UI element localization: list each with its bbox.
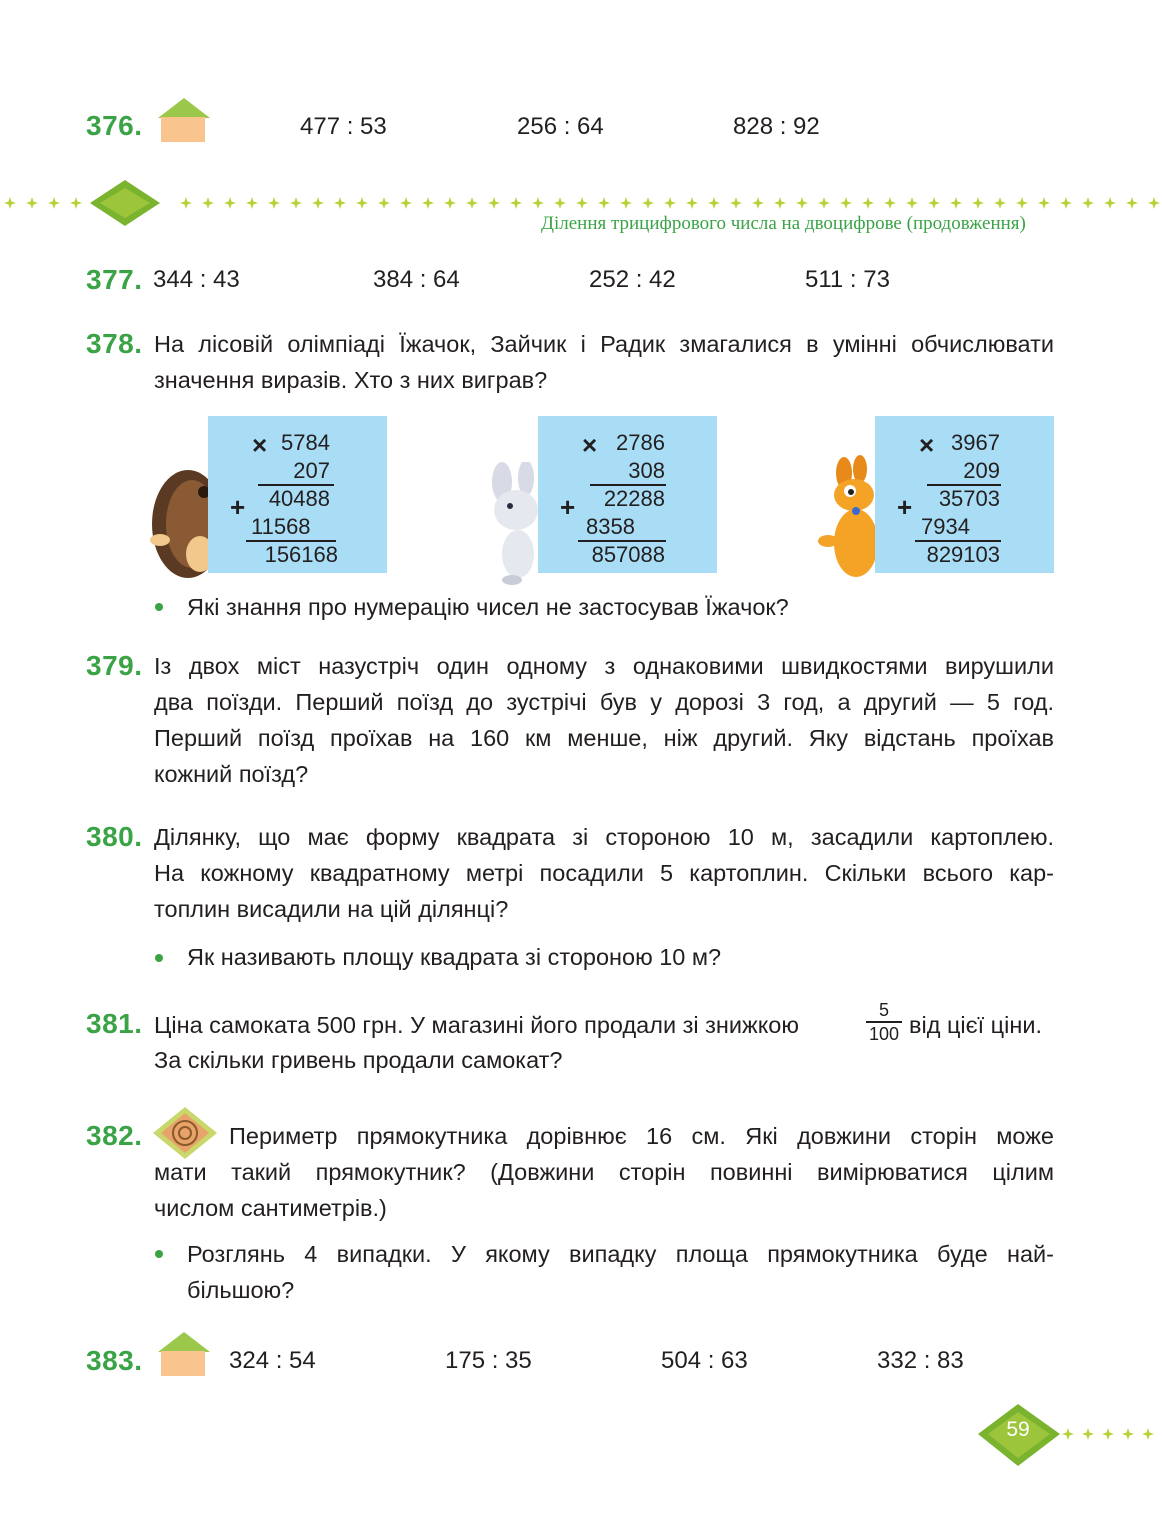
calculation-card-kangaroo [875,416,1054,573]
exercise-number-381: 381. [86,1008,143,1039]
fraction-numerator: 5 [878,1000,889,1020]
calc-line: 857088 [591,542,665,567]
calc-line: 11568 [251,514,311,539]
expression: 252 : 42 [589,266,676,293]
bullet-icon [155,954,163,962]
exercise-question: Як називають площу квадрата зі стороною 10 м? [187,944,722,970]
calc-line: 209 [963,458,1000,483]
house-icon [156,1330,212,1378]
calc-line: 7934 [921,514,970,539]
exercise-number-382: 382. [86,1120,143,1151]
exercise-text: На лісовій олімпіаді Їжачок, Зайчик і Радик змагалися в умінні обчислювати значення виразів. Хто з них виграв? [154,331,1054,393]
exercise-text: від цієї ціни. [909,1012,1042,1038]
calc-line: 156168 [264,542,338,567]
house-icon [156,96,212,144]
expression: 324 : 54 [229,1347,316,1374]
page-number-badge [970,1400,1162,1472]
puzzle-diamond-icon [151,1105,219,1161]
expression: 344 : 43 [153,266,240,293]
expression: 504 : 63 [661,1347,748,1374]
calc-line: 3967 [951,430,1000,455]
exercise-text: мати такий прямокутник? (Довжини сторін повинні вимірюватися цілим числом сантиметрів.) [154,1159,1054,1221]
expression: 175 : 35 [445,1347,532,1374]
calc-line: 5784 [281,430,330,455]
calc-line: 8358 [586,514,635,539]
multiply-sign: × [919,430,935,460]
fraction-denominator: 100 [868,1023,900,1044]
multiply-sign: × [582,430,598,460]
exercise-text: За скільки гривень продали самокат? [154,1047,563,1073]
exercise-number-379: 379. [86,650,143,681]
exercise-question: Які знання про нумерацію чисел не застосував Їжачок? [187,594,789,620]
plus-sign: + [230,492,246,522]
expression: 256 : 64 [517,113,604,140]
exercise-number-380: 380. [86,821,143,852]
rabbit-illustration [488,462,544,587]
plus-sign: + [560,492,576,522]
bullet-icon [155,603,163,611]
calculation-card-hedgehog [208,416,387,573]
calc-line: 35703 [938,486,1000,511]
exercise-text: Ділянку, що має форму квадрата зі стороною 10 м, засадили картоплею. На кожному квадратному метрі посадили 5 картоплин. Скільки всього кар- топлин висадили на цій ділянці? [154,824,1054,922]
calc-line: 2786 [616,430,665,455]
exercise-number-376: 376. [86,110,143,141]
calc-line: 207 [293,458,330,483]
exercise-number-383: 383. [86,1345,143,1376]
expression: 384 : 64 [373,266,460,293]
exercise-text: Із двох міст назустріч один одному з однаковими швидкостями вирушили два поїзди. Перший поїзд до зустрічі був у дорозі 3 год, а другий — 5 год. Перший поїзд проїхав на 160 км менше, ніж другий. Яку відстань проїхав кожний поїзд? [154,653,1054,787]
expression: 332 : 83 [877,1347,964,1374]
calc-line: 22288 [603,486,665,511]
page-number: 59 [1006,1418,1030,1441]
exercise-number-378: 378. [86,328,143,359]
expression: 511 : 73 [805,266,890,293]
calculation-card-rabbit [538,416,717,573]
section-subtitle: Ділення трицифрового числа на двоцифрове (продовження) [541,213,1026,234]
exercise-text: Периметр прямокутника дорівнює 16 см. Які довжини сторін може [229,1123,1054,1149]
calc-line: 40488 [268,486,330,511]
bullet-icon [155,1250,163,1258]
plus-sign: + [897,492,913,522]
exercise-text: Ціна самоката 500 грн. У магазині його продали зі знижкою [154,1012,799,1038]
expression: 477 : 53 [300,113,387,140]
multiply-sign: × [252,430,268,460]
exercise-number-377: 377. [86,264,143,295]
calc-line: 308 [628,458,665,483]
fraction [864,1000,904,1044]
calc-line: 829103 [926,542,1000,567]
expression: 828 : 92 [733,113,820,140]
exercise-question: Розглянь 4 випадки. У якому випадку площа прямокутника буде най- більшою? [187,1241,1054,1303]
